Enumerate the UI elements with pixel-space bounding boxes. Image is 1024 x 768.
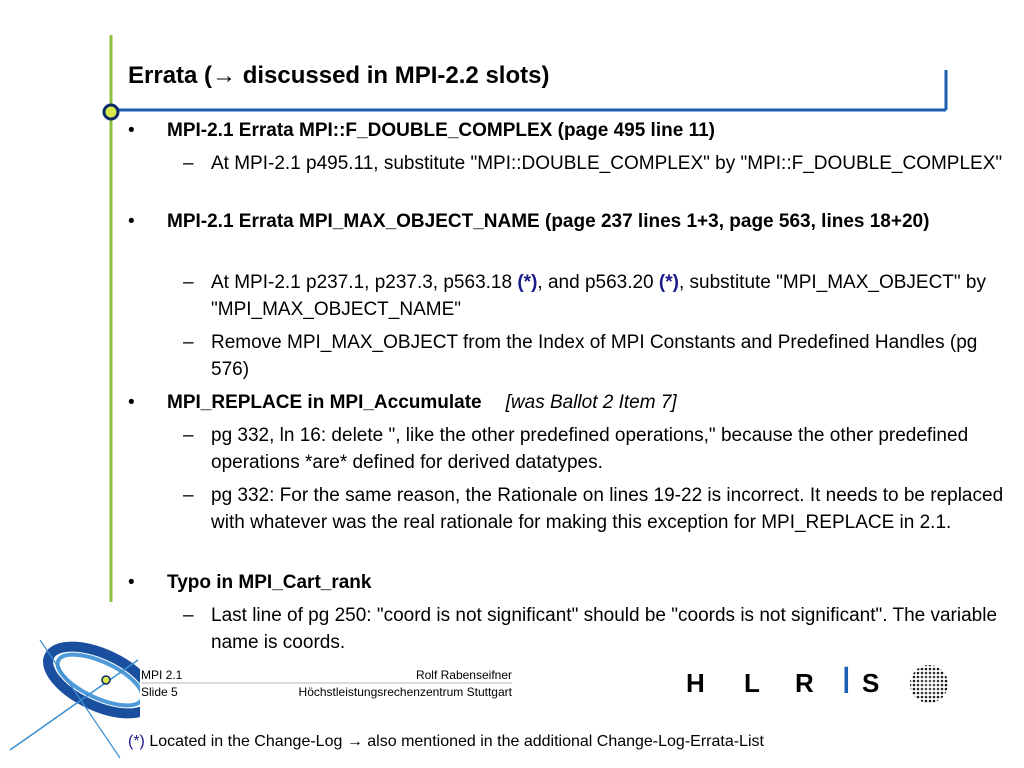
hlrs-dot-globe-icon: [908, 663, 950, 705]
item-2-sub-2: Remove MPI_MAX_OBJECT from the Index of MPI Constants and Predefined Handles (pg 576): [211, 332, 978, 380]
hlrs-letter-i: I: [841, 660, 852, 702]
hlrs-letter-r: R: [795, 668, 814, 698]
dash-3-2: –: [183, 485, 194, 506]
bullet-1: •: [128, 120, 135, 141]
item-3-sub-2: pg 332: For the same reason, the Rationale on lines 19-22 is incorrect. It needs to be replaced with whatever was the real rationale for making this exception for MPI_REPLACE in 2.1.: [211, 485, 1004, 533]
bullet-2: •: [128, 211, 135, 232]
item-2-sub-1-part3: , substitute "MPI_MAX_OBJECT" by "MPI_MAX_OBJECT_NAME": [211, 272, 987, 320]
dash-2-1: –: [183, 272, 194, 293]
item-4-text: Typo in MPI_Cart_rank: [167, 572, 372, 593]
item-1-text: MPI-2.1 Errata MPI::F_DOUBLE_COMPLEX (page 495 line 11): [167, 120, 715, 141]
item-4-sub-1: Last line of pg 250: "coord is not significant" should be "coords is not significant". The variable name is coords.: [211, 605, 998, 653]
bottom-note-text: Located in the Change-Log → also mentioned in the additional Change-Log-Errata-List: [144, 733, 764, 750]
changelog-ref-2: (*): [658, 272, 679, 293]
footer-divider: [141, 682, 512, 684]
item-2-text: MPI-2.1 Errata MPI_MAX_OBJECT_NAME (page 237 lines 1+3, page 563, lines 18+20): [167, 211, 930, 232]
dash-1-1: –: [183, 153, 194, 174]
bullet-3: •: [128, 392, 135, 413]
footer-slide-number: Slide 5: [141, 685, 178, 699]
bottom-note-ref: (*): [128, 733, 145, 750]
dash-2-2: –: [183, 332, 194, 353]
item-3-text: MPI_REPLACE in MPI_Accumulate: [167, 392, 482, 413]
footer-course: MPI 2.1: [141, 668, 183, 682]
dash-4-1: –: [183, 605, 194, 626]
dash-3-1: –: [183, 425, 194, 446]
item-2-sub-1-part1: At MPI-2.1 p237.1, p237.3, p563.18: [211, 272, 518, 293]
item-3: [167, 389, 1012, 416]
bullet-4: •: [128, 572, 135, 593]
item-2-sub-1-part2: , and p563.20: [537, 272, 659, 293]
footer-institution: Höchstleistungsrechenzentrum Stuttgart: [298, 685, 512, 699]
hlrs-letter-s: S: [862, 668, 880, 698]
footer-author: Rolf Rabenseifner: [415, 668, 512, 682]
changelog-ref-1: (*): [517, 272, 538, 293]
ballot-note: [was Ballot 2 Item 7]: [505, 392, 677, 413]
item-2-sub-1: [211, 269, 1016, 323]
item-3-sub-1: pg 332, ln 16: delete ", like the other predefined operations," because the other predefined operations *are* defined for derived datatypes.: [211, 425, 969, 473]
orbit-logo-icon: [0, 640, 140, 760]
corner-node-circle: [104, 105, 118, 119]
hlrs-letter-h: H: [686, 668, 705, 698]
hlrs-letter-l: L: [744, 668, 760, 698]
slide-title: Errata (→ discussed in MPI-2.2 slots): [128, 62, 550, 89]
bottom-note: [128, 733, 764, 751]
item-1-sub-1: At MPI-2.1 p495.11, substitute "MPI::DOUBLE_COMPLEX" by "MPI::F_DOUBLE_COMPLEX": [211, 153, 1003, 174]
